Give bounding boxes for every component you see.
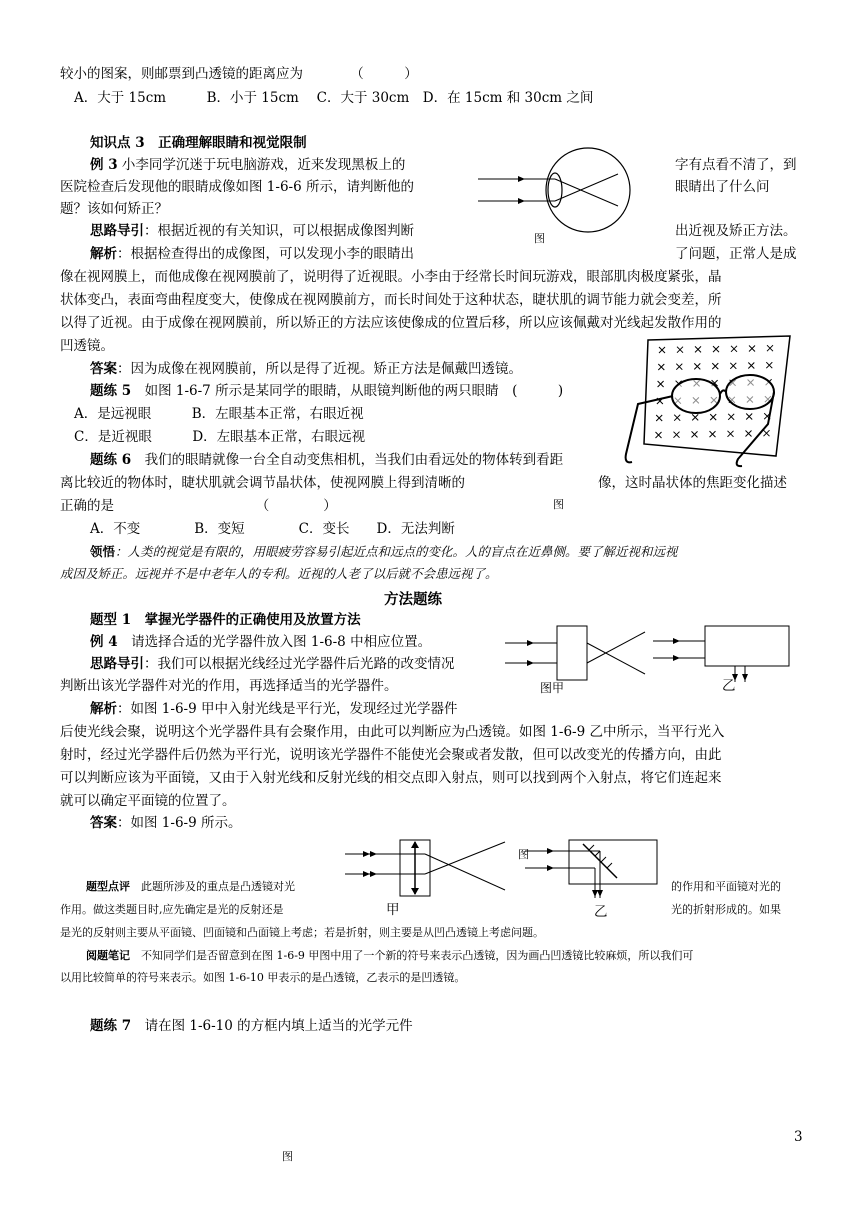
- lingwu-line2: 成因及矫正。远视并不是中老年人的专利。近视的人老了以后就不会患远视了。: [60, 566, 498, 581]
- guide3-line-right: 出近视及矫正方法。: [675, 223, 797, 239]
- lingwu-label: 领悟: [90, 544, 116, 559]
- exercise6-line2-right: 像，这时晶状体的焦距变化描述: [598, 475, 787, 491]
- answer3-line: 答案：因为成像在视网膜前，所以是得了近视。矫正方法是佩戴凹透镜。: [90, 361, 522, 377]
- exercise5-options-cd: C．是近视眼 D．左眼基本正常，右眼远视: [74, 429, 366, 445]
- note-label: 阅题笔记: [86, 949, 130, 962]
- comment-line1-right: 的作用和平面镜对光的: [671, 880, 781, 893]
- kp3-title: 知识点 3 正确理解眼睛和视觉限制: [90, 135, 307, 151]
- analysis4-line4: 可以判断应该为平面镜，又由于入射光线和反射光线的相交点即入射点，则可以找到两个入射点，将它们连起来: [60, 770, 722, 786]
- prev-question-options: A．大于 15cm B．小于 15cm C．大于 30cm D．在 15cm 和 30cm 之间: [74, 90, 594, 106]
- guide3-label: 思路导引: [90, 223, 144, 239]
- section-title-method: 方法题练: [384, 591, 442, 608]
- figure-1-6-9-label-a: 甲: [386, 902, 400, 918]
- comment-line2: 作用。做这类题目时,应先确定是光的反射还是: [60, 903, 284, 916]
- figure-1-6-8-label-a: 图甲: [540, 681, 565, 695]
- exercise6-line2: 离比较近的物体时，睫状肌就会调节晶状体，使视网膜上得到清晰的: [60, 475, 465, 491]
- exercise7-label: 题练 7: [90, 1018, 132, 1034]
- footer-figure-caption: 图: [282, 1150, 293, 1163]
- analysis3-line1: 解析：根据检查得出的成像图，可以发现小李的眼睛出: [90, 246, 414, 262]
- guide4-label: 思路导引: [90, 656, 144, 672]
- figure-1-6-9: [345, 838, 660, 902]
- figure-1-6-9-label-b: 乙: [594, 904, 608, 920]
- exercise7-stem: 题练 7 请在图 1-6-10 的方框内填上适当的光学元件: [90, 1018, 413, 1034]
- comment-line3: 是光的反射则主要从平面镜、凹面镜和凸面镜上考虑；若是折射，则主要是从凹凸透镜上考虑问题。: [60, 926, 544, 939]
- example4-label: 例 4: [90, 634, 118, 650]
- analysis3-line3: 状体变凸，表面弯曲程度变大，使像成在视网膜前方，而长时间处于这种状态，睫状肌的调节能力就会变差，所: [60, 292, 722, 308]
- analysis4-line2: 后使光线会聚，说明这个光学器件具有会聚作用，由此可以判断应为凸透镜。如图 1-6-9 乙中所示，当平行光入: [60, 724, 725, 740]
- exercise6-line1: 题练 6 我们的眼睛就像一台全自动变焦相机，当我们由看远处的物体转到看距: [90, 452, 564, 468]
- comment-label: 题型点评: [86, 880, 130, 893]
- exercise6-line3: 正确的是 （ ）: [60, 498, 337, 514]
- note-line2: 以用比较简单的符号来表示。如图 1-6-10 甲表示的是凸透镜，乙表示的是凹透镜。: [60, 971, 466, 984]
- example3-line1: 例 3 小李同学沉迷于玩电脑游戏，近来发现黑板上的: [90, 157, 406, 173]
- answer4-line: 答案：如图 1-6-9 所示。: [90, 815, 242, 831]
- figure-1-6-8-label-b: 乙: [722, 678, 736, 694]
- answer3-label: 答案: [90, 361, 117, 377]
- analysis3-line5: 凹透镜。: [60, 338, 114, 354]
- eye-figure-caption: 图: [534, 232, 545, 245]
- eye-diagram: [478, 148, 648, 240]
- analysis4-label: 解析: [90, 701, 117, 717]
- analysis4-line1: 解析：如图 1-6-9 甲中入射光线是平行光，发现经过光学器件: [90, 701, 458, 717]
- example3-line2-right: 眼睛出了什么问: [675, 179, 770, 195]
- exercise6-options: A．不变 B．变短 C．变长 D．无法判断: [90, 521, 455, 537]
- example3-line2: 医院检查后发现他的眼睛成像如图 1-6-6 所示，请判断他的: [60, 179, 414, 195]
- comment-line1: 题型点评 此题所涉及的重点是凸透镜对光: [86, 880, 295, 893]
- guide4-line1: 思路导引：我们可以根据光线经过光学器件后光路的改变情况: [90, 656, 455, 672]
- exercise5-stem: 题练 5 如图 1-6-7 所示是某同学的眼睛，从眼镜判断他的两只眼睛 ( ): [90, 383, 564, 399]
- type1-title: 题型 1 掌握光学器件的正确使用及放置方法: [90, 612, 361, 628]
- guide4-line2: 判断出该光学器件对光的作用，再选择适当的光学器件。: [60, 678, 398, 694]
- guide3-line: 思路导引：根据近视的有关知识，可以根据成像图判断: [90, 223, 414, 239]
- figure-1-6-9-caption: 图: [518, 848, 529, 861]
- exercise5-label: 题练 5: [90, 383, 132, 399]
- exercise5-options-ab: A．是远视眼 B．左眼基本正常，右眼近视: [74, 406, 364, 422]
- analysis4-line5: 就可以确定平面镜的位置了。: [60, 793, 236, 809]
- lingwu-line1: 领悟：人类的视觉是有限的，用眼疲劳容易引起近点和远点的变化。人的盲点在近鼻侧。要了解近视和远视: [90, 544, 678, 559]
- example3-line1-right: 字有点看不清了，到: [675, 157, 797, 173]
- page-number: 3: [794, 1129, 803, 1145]
- analysis3-line2: 像在视网膜上，而他成像在视网膜前了，说明得了近视眼。小李由于经常长时间玩游戏，眼部肌肉极度紧张，晶: [60, 269, 722, 285]
- analysis3-line1-right: 了问题，正常人是成: [675, 246, 797, 262]
- prev-question-line: 较小的图案，则邮票到凸透镜的距离应为 （ ）: [60, 66, 418, 82]
- example4-line: 例 4 请选择合适的光学器件放入图 1-6-8 中相应位置。: [90, 634, 432, 650]
- note-line1: 阅题笔记 不知同学们是否留意到在图 1-6-9 甲图中用了一个新的符号来表示凸透镜，因为画凸凹透镜比较麻烦，所以我们可: [86, 949, 694, 962]
- answer4-label: 答案: [90, 815, 117, 831]
- glasses-figure-caption: 图: [553, 498, 564, 511]
- glasses-figure: [618, 334, 793, 474]
- example3-label: 例 3: [90, 157, 118, 173]
- comment-line2-right: 光的折射形成的。如果: [671, 903, 781, 916]
- example3-line3: 题？该如何矫正？: [60, 201, 168, 217]
- analysis4-line3: 射时，经过光学器件后仍然为平行光，说明该光学器件不能使光会聚或者发散，但可以改变光的传播方向，由此: [60, 747, 722, 763]
- analysis3-line4: 以得了近视。由于成像在视网膜前，所以矫正的方法应该使像成的位置后移，所以应该佩戴对光线起发散作用的: [60, 315, 722, 331]
- exercise6-label: 题练 6: [90, 452, 132, 468]
- analysis3-label: 解析: [90, 246, 117, 262]
